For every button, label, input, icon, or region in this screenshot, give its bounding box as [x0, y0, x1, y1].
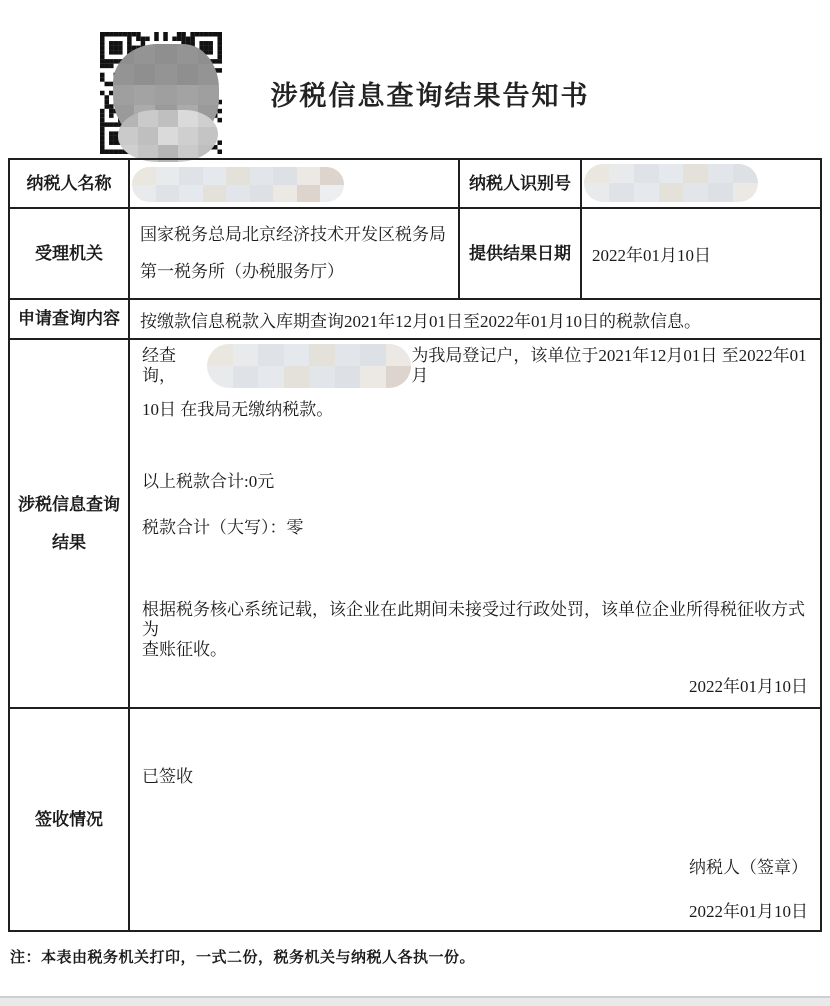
query-result-label-line1: 涉税信息查询: [18, 494, 120, 514]
query-content-value: 按缴款信息税款入库期查询2021年12月01日至2022年01月10日的税款信息。: [130, 300, 820, 340]
authority-line-2: 第一税务所（办税服务厅）: [140, 262, 344, 281]
result-paragraph-6: 查账征收。: [142, 640, 227, 659]
result-total-amount: 以上税款合计:0元: [142, 472, 275, 491]
result-date: 2022年01月10日: [689, 677, 808, 696]
result-paragraph-2: 10日 在我局无缴纳税款。: [142, 400, 334, 419]
taxpayer-name-censor-blur: [132, 167, 344, 202]
viewer-bottom-bar: [0, 996, 830, 1006]
taxpayer-id-censor-blur: [584, 164, 758, 202]
sign-status-value: [130, 709, 820, 930]
result-date-label: 提供结果日期: [460, 209, 582, 300]
query-result-label-line2: 结果: [52, 532, 86, 552]
sign-status-label: 签收情况: [10, 709, 130, 930]
result-total-amount-words: 税款合计（大写）：零: [142, 518, 304, 537]
taxpayer-name-value: [130, 160, 460, 209]
query-content-label: 申请查询内容: [10, 300, 130, 340]
result-paragraph-1: [142, 344, 808, 388]
query-result-label: [10, 340, 130, 709]
taxpayer-id-label: 纳税人识别号: [460, 160, 582, 209]
notice-table: [8, 158, 822, 932]
result-p1-prefix: 经查询，: [142, 346, 176, 385]
qr-censor-blur-lower: [118, 110, 218, 162]
authority-value: [130, 209, 460, 300]
signed-text: 已签收: [142, 767, 193, 786]
taxpayer-seal-label: 纳税人（签章）: [689, 858, 808, 877]
sign-date: 2022年01月10日: [689, 902, 808, 921]
taxpayer-id-value: [582, 160, 820, 209]
company-name-censor-blur: [207, 344, 411, 388]
result-p1-suffix: 为我局登记户，该单位于2021年12月01日 至2022年01月: [411, 346, 807, 385]
result-date-value: 2022年01月10日: [582, 209, 820, 300]
taxpayer-name-label: 纳税人名称: [10, 160, 130, 209]
authority-label: 受理机关: [10, 209, 130, 300]
query-result-value: [130, 340, 820, 709]
authority-line-1: 国家税务总局北京经济技术开发区税务局: [140, 225, 446, 244]
result-paragraph-5: 根据税务核心系统记载，该企业在此期间未接受过行政处罚，该单位企业所得税征收方式为: [142, 600, 805, 639]
footer-note: 注：本表由税务机关打印，一式二份，税务机关与纳税人各执一份。: [10, 950, 476, 966]
page-title: 涉税信息查询结果告知书: [270, 81, 590, 111]
